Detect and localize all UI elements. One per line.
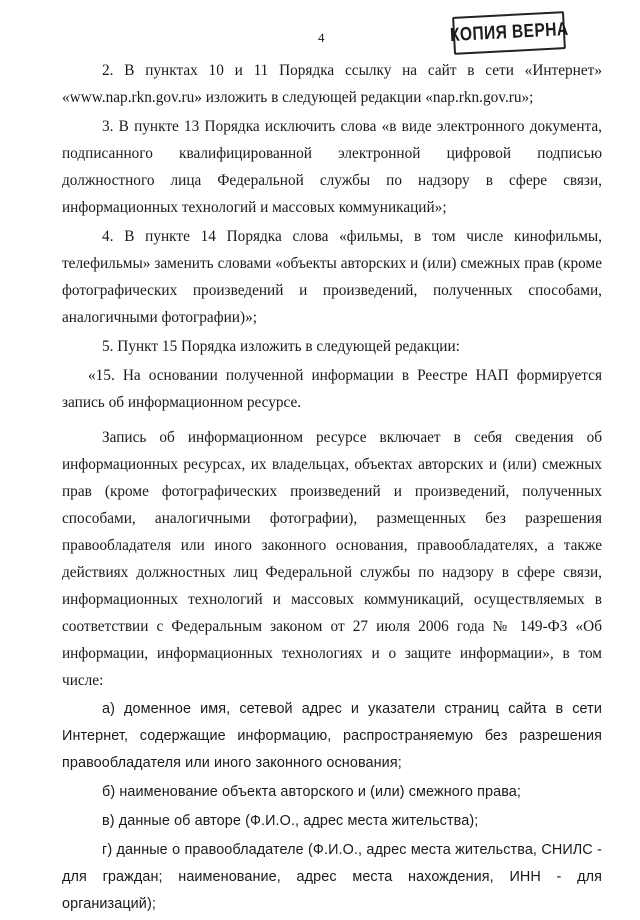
list-item-v: в) данные об авторе (Ф.И.О., адрес места жительства); [102,813,479,829]
copy-certified-stamp [449,11,569,55]
list-item-a: а) доменное имя, сетевой адрес и указатели страниц сайта в сети Интернет, содержащие информацию, распространяемую без разрешения правообладателя или иного законного основания; [62,701,602,771]
list-item-b: б) наименование объекта авторского и (или) смежного права; [102,784,521,800]
stamp-text: КОПИЯ ВЕРНА [449,18,569,47]
page-number: 4 [318,30,325,45]
paragraph-point-15: «15. На основании полученной информации в Реестре НАП формируется запись об информационном ресурсе. [62,367,602,411]
list-item-g: г) данные о правообладателе (Ф.И.О., адрес места жительства, СНИЛС - для граждан; наименование, адрес места нахождения, ИНН - для организаций); [62,842,602,912]
document-body [62,57,602,920]
paragraph-item-4: 4. В пункте 14 Порядка слова «фильмы, в том числе кинофильмы, телефильмы» заменить словами «объекты авторских и (или) смежных прав (кроме фотографических произведений и произведений, полученных способами, аналогичными фотографии)»; [62,228,602,326]
paragraph-record-contents: Запись об информационном ресурсе включает в себя сведения об информационных ресурсах, их владельцах, объектах авторских и (или) смежных прав (кроме фотографических произведений и произведений, полученных способами, аналогичными фотографии), размещенных без разрешения правообладателя или иного законного основания, правообладателях, а также действиях должностных лиц Федеральной службы по надзору в сфере связи, информационных технологий и массовых коммуникаций, осуществляемых в соответствии с Федеральным законом от 27 июля 2006 года № 149-ФЗ «Об информации, информационных технологиях и о защите информации», в том числе: [62,429,602,689]
paragraph-item-2: 2. В пунктах 10 и 11 Порядка ссылку на сайт в сети «Интернет» «www.nap.rkn.gov.ru» изложить в следующей редакции «nap.rkn.gov.ru»; [62,62,602,106]
paragraph-item-3: 3. В пункте 13 Порядка исключить слова «в виде электронного документа, подписанного квалифицированной электронной цифровой подписью должностного лица Федеральной службы по надзору в сфере связи, информационных технологий и массовых коммуникаций»; [62,118,602,216]
paragraph-item-5: 5. Пункт 15 Порядка изложить в следующей редакции: [102,338,460,355]
